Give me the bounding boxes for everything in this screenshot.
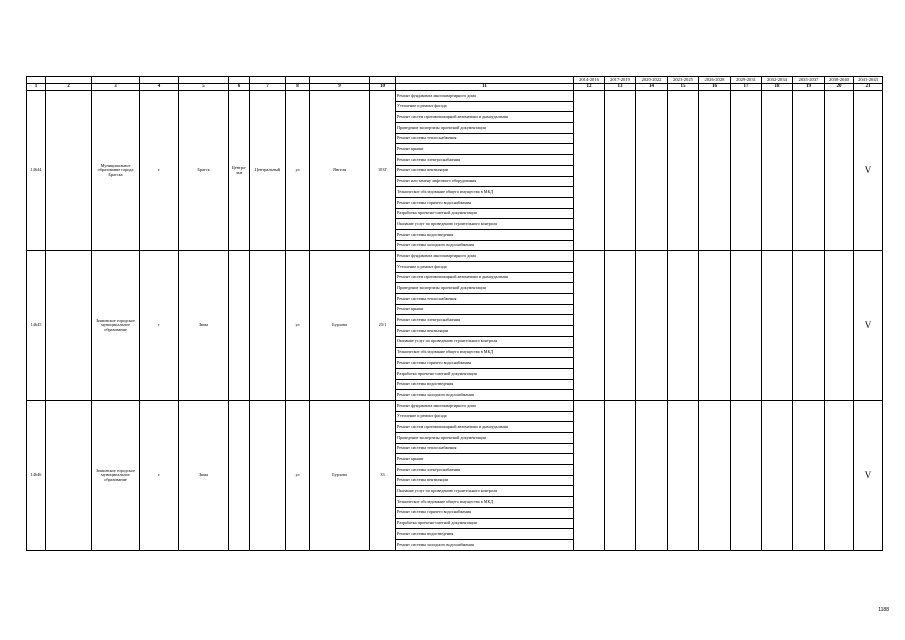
column-number: 7 [250, 84, 286, 91]
year-cell [605, 251, 636, 401]
year-cell [731, 251, 762, 401]
street-type: ул [286, 91, 310, 251]
work-item: Ремонт системы теплоснабжения [396, 133, 574, 144]
column-number: 17 [731, 84, 762, 91]
header-empty-cell [396, 77, 574, 84]
year-cell [668, 400, 699, 550]
year-cell [699, 91, 731, 251]
empty-cell [46, 91, 92, 251]
work-item: Ремонт системы горячего водоснабжения [396, 507, 574, 518]
work-item: Ремонт системы вентиляции [396, 475, 574, 486]
year-header: 2026-2028 [699, 77, 731, 84]
work-item: Ремонт фундамента многоквартирного дома [396, 91, 574, 102]
work-item: Техническое обследование общего имущества в МКД [396, 497, 574, 508]
empty-cell [46, 251, 92, 401]
column-number: 10 [370, 84, 396, 91]
settlement-type: г. [140, 400, 179, 550]
work-item: Разработка проектно-сметной документации [396, 208, 574, 219]
house-number: 33 [370, 400, 396, 550]
work-item: Ремонт системы теплоснабжения [396, 443, 574, 454]
year-header: 2014-2016 [574, 77, 605, 84]
work-item: Техническое обследование общего имущества в МКД [396, 187, 574, 198]
period-mark: V [854, 251, 883, 401]
work-item: Ремонт системы электроснабжения [396, 155, 574, 166]
work-item: Ремонт системы холодного водоснабжения [396, 539, 574, 550]
column-number: 5 [179, 84, 229, 91]
work-item: Ремонт фундамента многоквартирного дома [396, 251, 574, 262]
column-number: 14 [636, 84, 668, 91]
record-number: 14644 [27, 91, 46, 251]
year-cell [793, 91, 825, 251]
header-empty-cell [46, 77, 92, 84]
column-number: 16 [699, 84, 731, 91]
record-number: 14646 [27, 400, 46, 550]
district [250, 251, 286, 401]
work-item: Проведение экспертизы проектной документации [396, 283, 574, 294]
table-row [27, 251, 883, 262]
year-header: 2035-2037 [793, 77, 825, 84]
year-header: 2017-2019 [605, 77, 636, 84]
work-item: Утепление и ремонт фасада [396, 411, 574, 422]
year-cell [825, 251, 854, 401]
header-empty-cell [140, 77, 179, 84]
district-prefix [229, 400, 250, 550]
work-item: Ремонт системы водоотведения [396, 529, 574, 540]
work-item: Оказание услуг по проведению строительного контроля [396, 336, 574, 347]
column-number: 21 [854, 84, 883, 91]
work-item: Техническое обследование общего имущества в МКД [396, 347, 574, 358]
work-item: Ремонт или замену лифтового оборудования [396, 176, 574, 187]
work-item: Ремонт фундамента многоквартирного дома [396, 400, 574, 411]
year-cell [574, 400, 605, 550]
year-cell [636, 91, 668, 251]
street-type: ул [286, 251, 310, 401]
work-item: Утепление и ремонт фасада [396, 262, 574, 273]
work-item: Оказание услуг по проведению строительного контроля [396, 219, 574, 230]
header-empty-cell [27, 77, 46, 84]
column-number: 19 [793, 84, 825, 91]
work-item: Ремонт системы вентиляции [396, 326, 574, 337]
work-item: Ремонт системы горячего водоснабжения [396, 197, 574, 208]
work-item: Утепление и ремонт фасада [396, 101, 574, 112]
work-item: Оказание услуг по проведению строительного контроля [396, 486, 574, 497]
district [250, 400, 286, 550]
column-number: 13 [605, 84, 636, 91]
column-number: 1 [27, 84, 46, 91]
column-number: 3 [92, 84, 140, 91]
work-item: Ремонт систем противопожарной автоматики и дымоудаления [396, 112, 574, 123]
work-item: Ремонт системы электроснабжения [396, 315, 574, 326]
year-cell [699, 251, 731, 401]
header-empty-cell [250, 77, 286, 84]
column-number: 11 [396, 84, 574, 91]
table-row [27, 400, 883, 411]
street: Бурлова [310, 400, 370, 550]
settlement: Братск [179, 91, 229, 251]
year-cell [793, 251, 825, 401]
column-number: 4 [140, 84, 179, 91]
header-empty-cell [92, 77, 140, 84]
street: Бурлова [310, 251, 370, 401]
header-empty-cell [229, 77, 250, 84]
record-number: 14645 [27, 251, 46, 401]
year-header: 2020-2022 [636, 77, 668, 84]
year-cell [825, 400, 854, 550]
column-number: 15 [668, 84, 699, 91]
column-number: 12 [574, 84, 605, 91]
work-item: Ремонт крыши [396, 454, 574, 465]
work-item: Проведение экспертизы проектной документации [396, 123, 574, 134]
capital-repair-table [26, 76, 883, 551]
period-mark: V [854, 91, 883, 251]
column-number: 9 [310, 84, 370, 91]
settlement: Зима [179, 251, 229, 401]
year-cell [574, 251, 605, 401]
empty-cell [46, 400, 92, 550]
year-cell [699, 400, 731, 550]
header-empty-cell [370, 77, 396, 84]
year-cell [731, 400, 762, 550]
work-item: Ремонт систем противопожарной автоматики и дымоудаления [396, 272, 574, 283]
column-number: 18 [762, 84, 793, 91]
street-type: ул [286, 400, 310, 550]
year-cell [605, 91, 636, 251]
settlement: Зима [179, 400, 229, 550]
work-item: Ремонт системы водоотведения [396, 379, 574, 390]
work-item: Ремонт системы электроснабжения [396, 465, 574, 476]
table-row [27, 91, 883, 102]
year-header-row [27, 77, 883, 84]
year-cell [793, 400, 825, 550]
year-cell [605, 400, 636, 550]
district: Центральный [250, 91, 286, 251]
settlement-type: г [140, 251, 179, 401]
work-item: Проведение экспертизы проектной документации [396, 433, 574, 444]
work-item: Ремонт системы водоотведения [396, 229, 574, 240]
work-item: Ремонт системы вентиляции [396, 165, 574, 176]
year-cell [762, 91, 793, 251]
municipality: Зиминское городское муниципальное образование [92, 251, 140, 401]
settlement-type: г. [140, 91, 179, 251]
work-item: Ремонт систем противопожарной автоматики и дымоудаления [396, 422, 574, 433]
house-number: 25/1 [370, 251, 396, 401]
column-number-row [27, 84, 883, 91]
year-cell [762, 251, 793, 401]
year-header: 2023-2025 [668, 77, 699, 84]
district-prefix [229, 251, 250, 401]
year-cell [668, 91, 699, 251]
year-header: 2029-2031 [731, 77, 762, 84]
year-cell [636, 251, 668, 401]
street: Янгеля [310, 91, 370, 251]
header-empty-cell [179, 77, 229, 84]
header-empty-cell [310, 77, 370, 84]
district-prefix: Центра-льн [229, 91, 250, 251]
year-cell [636, 400, 668, 550]
work-item: Разработка проектно-сметной документации [396, 518, 574, 529]
header-empty-cell [286, 77, 310, 84]
work-item: Разработка проектно-сметной документации [396, 368, 574, 379]
year-cell [825, 91, 854, 251]
column-number: 20 [825, 84, 854, 91]
page-number: 1188 [878, 607, 889, 613]
year-header: 2041-2043 [854, 77, 883, 84]
column-number: 6 [229, 84, 250, 91]
work-item: Ремонт системы горячего водоснабжения [396, 358, 574, 369]
work-item: Ремонт системы холодного водоснабжения [396, 390, 574, 401]
work-item: Ремонт крыши [396, 304, 574, 315]
year-header: 2032-2034 [762, 77, 793, 84]
column-number: 2 [46, 84, 92, 91]
year-header: 2038-2040 [825, 77, 854, 84]
period-mark: V [854, 400, 883, 550]
year-cell [762, 400, 793, 550]
work-item: Ремонт крыши [396, 144, 574, 155]
work-item: Ремонт системы теплоснабжения [396, 294, 574, 305]
column-number: 8 [286, 84, 310, 91]
year-cell [574, 91, 605, 251]
municipality: Муниципальное образование города Братска [92, 91, 140, 251]
house-number: 103Г [370, 91, 396, 251]
municipality: Зиминское городское муниципальное образование [92, 400, 140, 550]
year-cell [668, 251, 699, 401]
year-cell [731, 91, 762, 251]
work-item: Ремонт системы холодного водоснабжения [396, 240, 574, 251]
